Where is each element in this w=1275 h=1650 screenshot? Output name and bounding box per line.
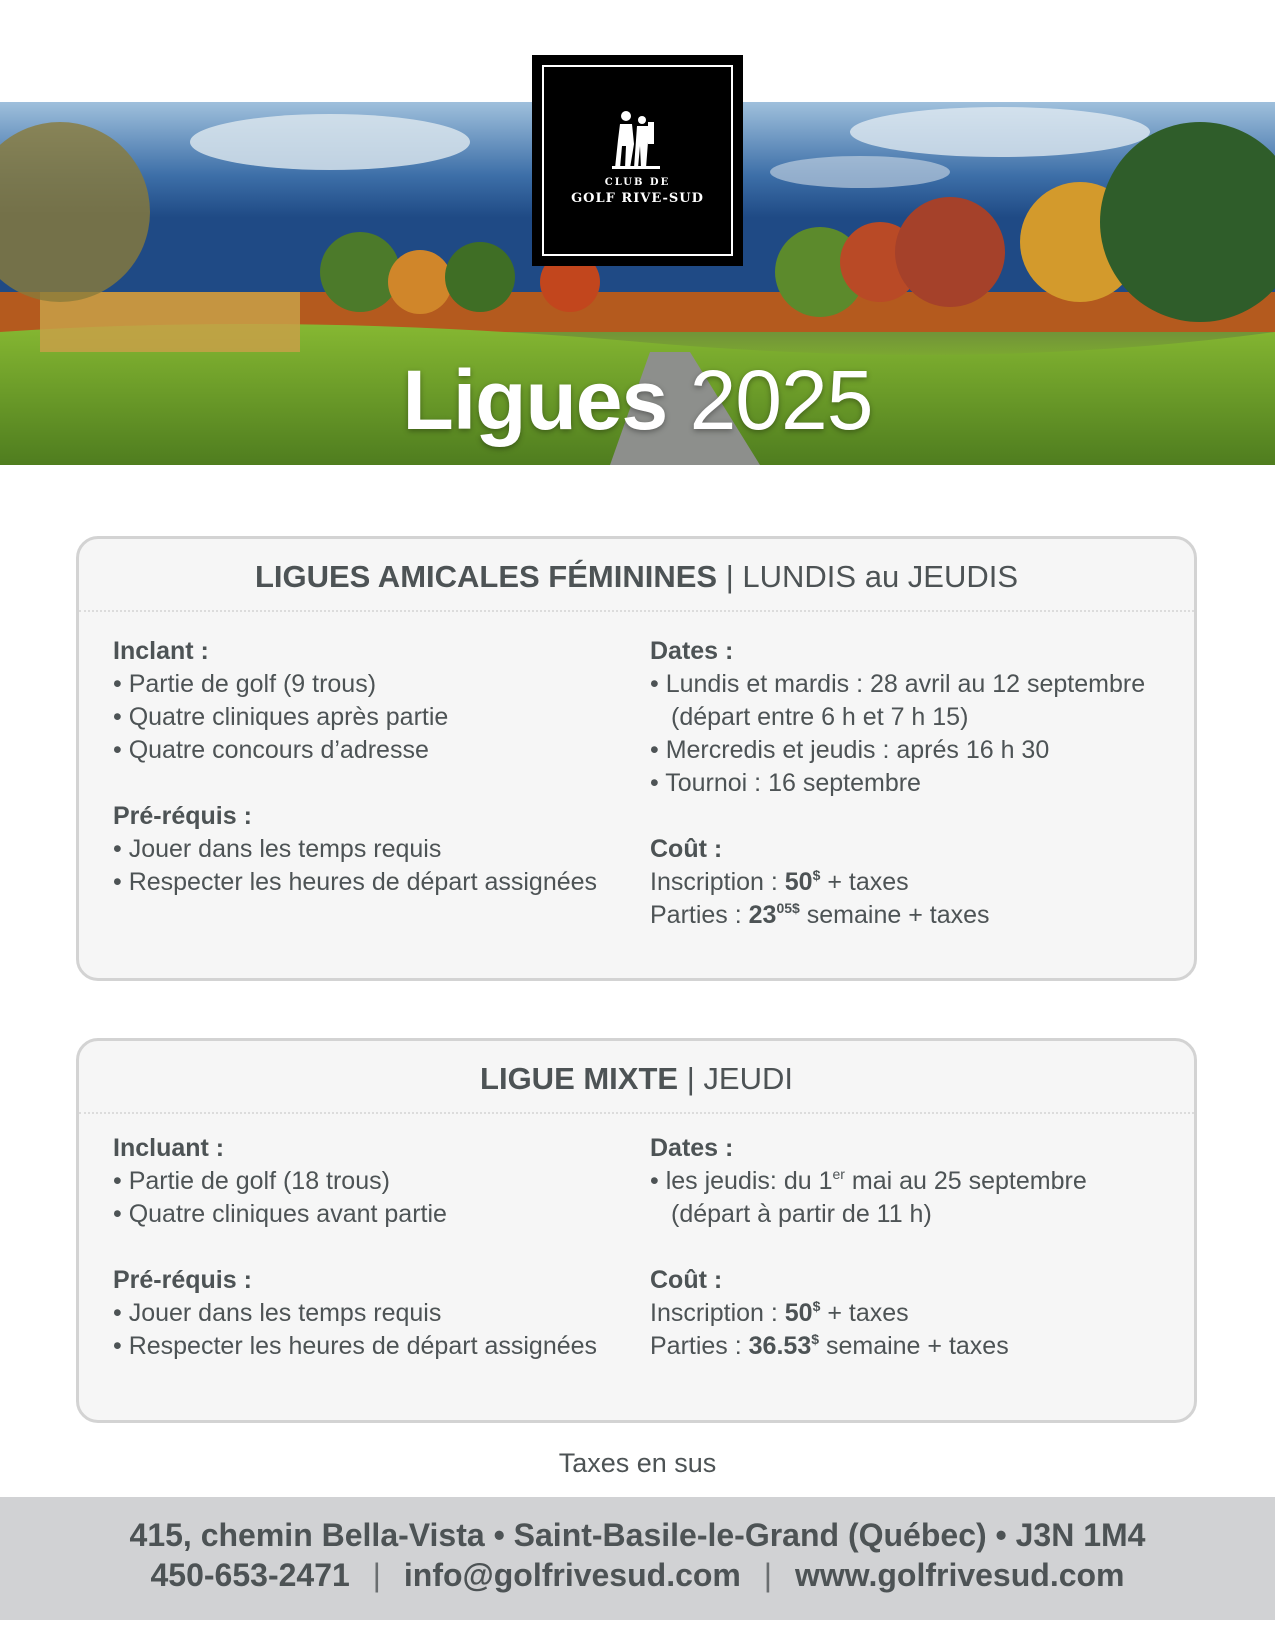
left-column	[113, 1132, 597, 1363]
inscription-cost: Inscription : 50$ + taxes	[650, 1298, 909, 1327]
card-title	[79, 1041, 1194, 1114]
dates-heading: Dates :	[650, 637, 734, 665]
list-item: • Jouer dans les temps requis	[113, 835, 442, 863]
list-item: • Partie de golf (18 trous)	[113, 1167, 390, 1195]
list-item: • Tournoi : 16 septembre	[650, 769, 921, 797]
taxes-note: Taxes en sus	[558, 1448, 717, 1478]
right-column	[650, 1132, 1087, 1363]
list-item: • Quatre concours d’adresse	[113, 736, 429, 764]
contact-line	[0, 1557, 1275, 1594]
list-item: • Partie de golf (9 trous)	[113, 670, 377, 698]
card-title-light: LUNDIS au JEUDIS	[742, 559, 1019, 594]
list-item: • Respecter les heures de départ assignées	[113, 1332, 598, 1360]
cost-heading: Coût :	[650, 835, 723, 863]
card-title-separator: |	[686, 1061, 695, 1096]
left-column	[113, 635, 597, 899]
dates-heading: Dates :	[650, 1134, 734, 1162]
address: 415, chemin Bella-Vista • Saint-Basile-le-Grand (Québec) • J3N 1M4	[129, 1517, 1146, 1553]
cost-heading: Coût :	[650, 1266, 723, 1294]
prereq-heading: Pré-réquis :	[113, 802, 252, 830]
list-item: • Quatre cliniques après partie	[113, 703, 449, 731]
inscription-cost: Inscription : 50$ + taxes	[650, 867, 909, 896]
card-title-separator: |	[725, 559, 734, 594]
list-item: • Mercredis et jeudis : aprés 16 h 30	[650, 736, 1050, 764]
club-logo	[532, 55, 743, 266]
parties-cost: Parties : $23^{05\$}$ semaine + taxes	[650, 900, 990, 929]
card-title	[79, 539, 1194, 612]
list-item: • Jouer dans les temps requis	[113, 1299, 442, 1327]
parties-cost: Parties : 36.53$ semaine + taxes	[650, 1331, 1009, 1360]
league-card-feminine	[76, 536, 1197, 981]
list-item: • Respecter les heures de départ assignées	[113, 868, 598, 896]
right-column	[650, 635, 1145, 932]
list-item: • Lundis et mardis : 28 avril au 12 septembre	[650, 670, 1146, 698]
separator: |	[763, 1557, 773, 1593]
card-title-strong: LIGUE MIXTE	[480, 1061, 679, 1096]
logo-line-1: CLUB DE	[604, 177, 671, 188]
page-title	[0, 350, 1275, 450]
phone-link[interactable]: 450-653-2471	[150, 1557, 350, 1593]
included-heading: Inclant :	[113, 637, 209, 665]
website-link[interactable]: www.golfrivesud.com	[794, 1557, 1125, 1593]
logo-line-2: GOLF RIVE-SUD	[571, 191, 704, 206]
included-heading: Incluant :	[113, 1134, 225, 1162]
list-item: • les jeudis: du 1er mai au 25 septembre	[650, 1166, 1087, 1195]
list-item: • Quatre cliniques avant partie	[113, 1200, 447, 1228]
footer	[0, 1497, 1275, 1620]
email-link[interactable]: info@golfrivesud.com	[403, 1557, 741, 1593]
separator: |	[372, 1557, 381, 1593]
title-word: Ligues	[402, 353, 668, 447]
league-card-mixte	[76, 1038, 1197, 1423]
card-title-strong: LIGUES AMICALES FÉMININES	[254, 559, 718, 594]
title-year: 2025	[689, 353, 873, 447]
golfer-silhouette-icon	[610, 110, 662, 170]
card-title-light: JEUDI	[703, 1061, 793, 1096]
list-item-sub: (départ entre 6 h et 7 h 15)	[671, 703, 969, 731]
prereq-heading: Pré-réquis :	[113, 1266, 252, 1294]
list-item-sub: (départ à partir de 11 h)	[671, 1200, 932, 1228]
